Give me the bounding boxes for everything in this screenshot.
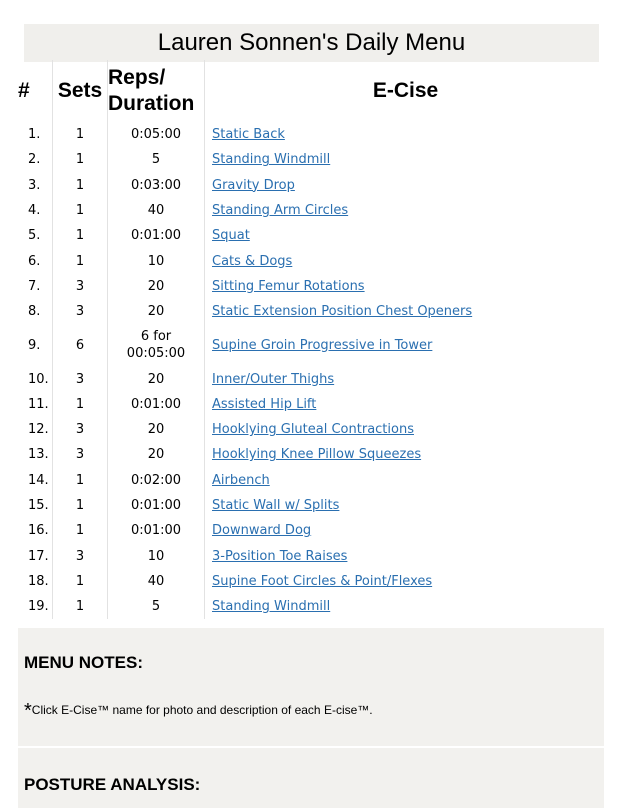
row-number: 9. [18, 324, 53, 366]
table-row [18, 122, 606, 147]
row-number: 17. [18, 543, 53, 568]
ecise-link[interactable]: Static Wall w/ Splits [212, 498, 340, 513]
row-number: 12. [18, 417, 53, 442]
row-reps: 0:01:00 [108, 518, 205, 543]
row-number: 3. [18, 173, 53, 198]
row-sets: 1 [53, 198, 108, 223]
row-sets: 1 [53, 248, 108, 273]
row-sets: 1 [53, 122, 108, 147]
ecise-link[interactable]: Hooklying Gluteal Contractions [212, 422, 414, 438]
row-number: 6. [18, 248, 53, 273]
row-number: 19. [18, 594, 53, 619]
table-row [18, 569, 606, 594]
ecise-link[interactable]: Squat [212, 228, 250, 244]
ecise-link[interactable]: Cats & Dogs [212, 253, 293, 269]
row-reps: 20 [108, 366, 205, 391]
row-sets: 3 [53, 274, 108, 299]
ecise-link[interactable]: Gravity Drop [212, 177, 295, 193]
ecise-link[interactable]: Hooklying Knee Pillow Squeezes [212, 447, 422, 463]
ecise-link[interactable]: Standing Arm Circles [212, 203, 349, 219]
ecise-link[interactable]: Sitting Femur Rotations [212, 278, 365, 294]
exercise-table [18, 60, 606, 619]
row-number: 7. [18, 274, 53, 299]
asterisk: * [24, 700, 32, 722]
row-sets: 1 [53, 569, 108, 594]
row-sets: 1 [53, 392, 108, 417]
table-row [18, 248, 606, 273]
row-sets: 3 [53, 299, 108, 324]
ecise-link[interactable]: Standing Windmill [212, 599, 331, 615]
row-reps: 0:05:00 [108, 122, 205, 147]
table-row [18, 274, 606, 299]
row-reps: 10 [108, 248, 205, 273]
row-sets: 1 [53, 223, 108, 248]
row-number: 2. [18, 147, 53, 172]
table-row [18, 324, 606, 366]
row-reps: 5 [108, 147, 205, 172]
row-reps: 0:02:00 [108, 468, 205, 493]
row-reps: 5 [108, 594, 205, 619]
row-reps: 20 [108, 442, 205, 467]
row-reps: 40 [108, 198, 205, 223]
ecise-link[interactable]: Standing Windmill [212, 152, 331, 168]
ecise-link[interactable]: Assisted Hip Lift [212, 396, 317, 412]
row-number: 14. [18, 468, 53, 493]
row-number: 10. [18, 366, 53, 391]
row-reps-line1: 6 for [140, 329, 172, 345]
row-sets: 1 [53, 594, 108, 619]
posture-analysis-panel [18, 748, 604, 808]
row-reps [108, 324, 205, 366]
table-row [18, 594, 606, 619]
row-number: 16. [18, 518, 53, 543]
row-reps: 10 [108, 543, 205, 568]
row-sets: 3 [53, 417, 108, 442]
header-sets: Sets [53, 60, 108, 122]
table-row [18, 468, 606, 493]
row-number: 4. [18, 198, 53, 223]
row-reps: 0:01:00 [108, 493, 205, 518]
row-sets: 1 [53, 518, 108, 543]
table-row [18, 366, 606, 391]
table-row [18, 147, 606, 172]
menu-notes-text [24, 700, 373, 723]
row-sets: 1 [53, 147, 108, 172]
table-row [18, 223, 606, 248]
row-number: 18. [18, 569, 53, 594]
row-number: 1. [18, 122, 53, 147]
row-number: 15. [18, 493, 53, 518]
row-number: 8. [18, 299, 53, 324]
header-number: # [18, 60, 53, 122]
row-sets: 3 [53, 543, 108, 568]
ecise-link[interactable]: Static Back [212, 127, 285, 143]
row-sets: 1 [53, 173, 108, 198]
row-number: 5. [18, 223, 53, 248]
table-header-row [18, 60, 606, 122]
table-row [18, 417, 606, 442]
ecise-link[interactable]: Static Extension Position Chest Openers [212, 304, 473, 320]
row-number: 13. [18, 442, 53, 467]
row-reps: 0:03:00 [108, 173, 205, 198]
posture-analysis-heading: POSTURE ANALYSIS: [24, 775, 201, 794]
row-reps: 20 [108, 274, 205, 299]
header-reps-line2: Duration [108, 92, 195, 115]
menu-notes-heading: MENU NOTES: [24, 653, 143, 672]
row-sets: 3 [53, 366, 108, 391]
ecise-link[interactable]: Supine Groin Progressive in Tower [212, 337, 433, 353]
ecise-link[interactable]: Downward Dog [212, 523, 312, 539]
row-sets: 3 [53, 442, 108, 467]
table-row [18, 543, 606, 568]
row-reps: 0:01:00 [108, 223, 205, 248]
header-reps-duration [108, 60, 205, 122]
table-row [18, 392, 606, 417]
row-reps: 20 [108, 417, 205, 442]
page-title-bar [24, 24, 599, 62]
ecise-link[interactable]: 3-Position Toe Raises [212, 548, 348, 564]
table-row [18, 299, 606, 324]
row-reps: 20 [108, 299, 205, 324]
table-row [18, 518, 606, 543]
menu-notes-panel [18, 628, 604, 746]
row-reps: 0:01:00 [108, 392, 205, 417]
menu-notes-body: Click E-Cise™ name for photo and description of each E-cise™. [31, 703, 373, 717]
page-title: Lauren Sonnen's Daily Menu [157, 29, 466, 56]
ecise-link[interactable]: Airbench [212, 472, 270, 488]
row-sets: 1 [53, 468, 108, 493]
table-row [18, 493, 606, 518]
table-row [18, 198, 606, 223]
row-sets: 1 [53, 493, 108, 518]
header-ecise: E-Cise [372, 79, 439, 102]
header-reps-line1: Reps/ [108, 66, 166, 89]
ecise-link[interactable]: Supine Foot Circles & Point/Flexes [212, 573, 433, 589]
ecise-link[interactable]: Inner/Outer Thighs [212, 371, 335, 387]
row-number: 11. [18, 392, 53, 417]
row-reps: 40 [108, 569, 205, 594]
row-reps-line2: 00:05:00 [126, 346, 186, 362]
table-row [18, 442, 606, 467]
table-row [18, 173, 606, 198]
row-sets: 6 [53, 324, 108, 366]
